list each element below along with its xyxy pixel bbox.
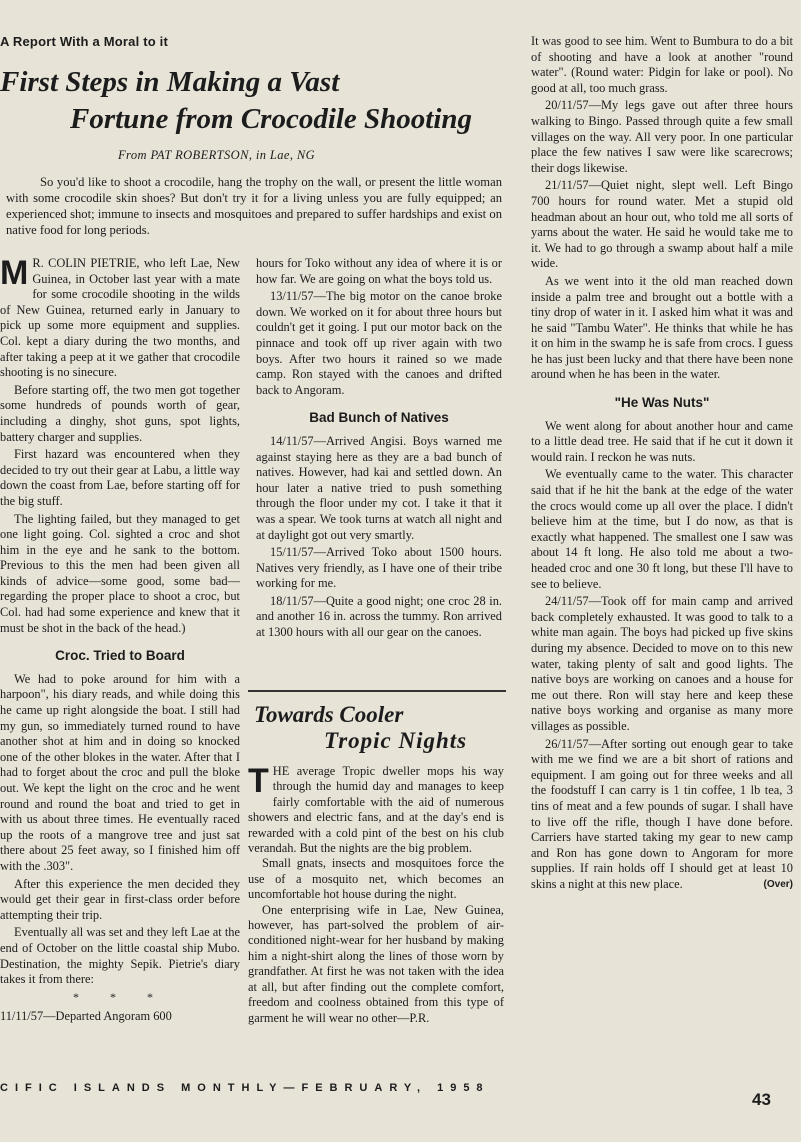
article-title-line2: Fortune from Crocodile Shooting <box>70 103 473 135</box>
drop-cap: T <box>248 764 269 800</box>
continued-marker: (Over) <box>763 878 793 890</box>
body-paragraph: First hazard was encountered when they decided to try out their gear at Labu, a little way down the coast from Lae, before starting off for the big stuff. <box>0 447 240 508</box>
body-paragraph: 21/11/57—Quiet night, slept well. Left Bingo 700 hours for round water. Met a stupid old headman about an hour out, who told me all sorts of yarns about the water. He said he would take me to it. We had to go through a swamp about half a mile wide. <box>531 178 793 271</box>
sidebar-title-line2: Tropic Nights <box>324 728 468 753</box>
body-paragraph: Small gnats, insects and mosquitoes force the use of a mosquito net, which becomes an uncomfortable hot house during the night. <box>248 856 504 902</box>
section-subhead: Croc. Tried to Board <box>55 648 185 664</box>
body-paragraph: We went along for about another hour and came to a little dead tree. He said that if he cut it down it would rain. I reckon he was nuts. <box>531 418 793 464</box>
body-paragraph: 11/11/57—Departed Angoram 600 <box>0 1009 172 1024</box>
column-middle <box>256 256 502 686</box>
column-left <box>0 256 240 1076</box>
body-text: 26/11/57—After sorting out enough gear to take with me we find we are a bit short of rations and equipment. I am going out for three weeks and all the foodstuff I can carry is 1 tin coffee, 1 lb tea, 3 tins of meat and a few pounds of sugar. I shall have to live off the rifle, though I have done before. Carriers have started taking my gear to new camp and Ron has gone down to Angoram for more supplies. If rain holds off I should get at least 10 skins a night at this new place. <box>531 736 793 891</box>
body-paragraph: One enterprising wife in Lae, New Guinea, however, has part-solved the problem of air-conditioned night-wear for her husband by making him a night-shirt along the lines of those worn by grandfather. At first he was not taken with the idea at all, but after finding out the complete comfort, freedom and coolness obtained from this type of garment he will wear no other—P.R. <box>248 902 504 1025</box>
drop-cap: M <box>0 256 29 292</box>
body-paragraph: 15/11/57—Arrived Toko about 1500 hours. Natives very friendly, as I have one of their tribe working for me. <box>256 545 502 591</box>
body-text: R. COLIN PIETRIE, who left Lae, New Guinea, in October last year with a mate for some crocodile shooting in the wilds of New Guinea, returned early in January to pick up some more equipment and supplies. Col. kept a diary during the two months, and after taking a peep at it we gather that crocodile shooting is no sinecure. <box>0 256 240 380</box>
body-text: HE average Tropic dweller mops his way through the humid day and manages to keep fairly comfortable with the aid of numerous showers and electric fans, and at the day's end is rewarded with a cold pint of the best on his club verandah. But the nights are the big problem. <box>248 764 504 856</box>
article-title-line1: First Steps in Making a Vast <box>0 66 340 98</box>
body-paragraph: After this experience the men decided they would get their gear in first-class order before attempting their trip. <box>0 876 240 922</box>
body-paragraph: The lighting failed, but they managed to get one light going. Col. sighted a croc and shot him in the eye and he sank to the bottom. Previous to this the men had been given all kinds of advice—some good, some bad—regarding the proper place to shoot a croc, but Col. had had some experience and knew that it must be shot in the back of the head.) <box>0 511 240 635</box>
body-paragraph <box>248 764 504 856</box>
article-byline: From PAT ROBERTSON, in Lae, NG <box>118 148 316 162</box>
column-right <box>531 34 793 1080</box>
sidebar-body <box>248 764 504 1076</box>
running-footer: CIFIC ISLANDS MONTHLY—FEBRUARY, 1958 <box>0 1082 490 1094</box>
body-paragraph: We had to poke around for him with a harpoon", his diary reads, and while doing this he came up right alongside the boat. I still had my gun, so immediately turned round to have another shot at him and in doing so knocked one of the other blokes in the water. After that I had to forget about the croc and pull the bloke out. We kept the light on the croc and he went round and round the boat and tried to get in with us about three times. He eventually raced up the roots of a mangrove tree and just sat there about 25 feet away, so I finished him off with the .303". <box>0 671 240 873</box>
body-paragraph: 18/11/57—Quite a good night; one croc 28 in. and another 16 in. across the tummy. Ron arrived at 1300 hours with all our gear on the canoes. <box>256 593 502 640</box>
body-paragraph <box>531 737 793 893</box>
body-paragraph: It was good to see him. Went to Bumbura to do a bit of shooting and have a look at another "round water". (Round water: Pidgin for lake or pool). No good at all, too much grass. <box>531 34 793 95</box>
body-paragraph: hours for Toko without any idea of where it is or how far. We are going on what the boys told us. <box>256 256 502 286</box>
intro-paragraph: So you'd like to shoot a crocodile, hang the trophy on the wall, or present the little woman with some crocodile skin shoes? But don't try it for a living unless you are fully equipped; an experienced shot; immune to insects and mosquitoes and prepared to suffer hardships and exist on native food for long periods. <box>6 175 502 237</box>
section-divider: * * * <box>73 989 167 1004</box>
body-paragraph: 13/11/57—The big motor on the canoe broke down. We worked on it for about three hours but couldn't get it going. I put our motor back on the pinnace and took off up river again with two boys. After two hours it rained so we made camp. Ron stayed with the canoes and drifted back to Angoram. <box>256 289 502 397</box>
body-paragraph: We eventually came to the water. This character said that if he hit the bank at the edge of the water the crocs would come up all over the place. I didn't believe him at the time, but I do now, as that is exactly what happened. The smallest one I saw was about 14 ft long. He also told me about a two-headed croc and one 30 ft long, but these I'll have to see to believe. <box>531 467 793 591</box>
sidebar-article <box>248 690 506 1076</box>
page-number: 43 <box>752 1090 771 1109</box>
article-intro <box>6 174 502 238</box>
article-kicker: A Report With a Moral to it <box>0 34 169 49</box>
body-paragraph: 14/11/57—Arrived Angisi. Boys warned me against staying here as they are a bad bunch of natives. However, had kai and settled down. An hour later a native tried to push something through the floor under my cot. I take it that it was a spear. We took turns at watch all night and at daylight got out very smartly. <box>256 433 502 542</box>
body-paragraph: Before starting off, the two men got together some hundreds of pounds worth of gear, including a dinghy, shot guns, spot lights, battery charger and supplies. <box>0 382 240 444</box>
body-paragraph: 24/11/57—Took off for main camp and arrived back completely exhausted. It was good to talk to a white man again. The boys had picked up five skins during my absence. Decided to move on to this new water, taking plenty of salt and good lights. The native boys are working on canoes and a house for me out there. Ron will stay here and keep these native boys working and organise as many more villages as possible. <box>531 594 793 733</box>
body-paragraph: As we went into it the old man reached down inside a palm tree and brought out a bottle with a tiny drop of water in it. I asked him what it was and he said "Tambu Water". He thinks that while he has it on him in the swamp he is safe from crocs. I guess he has just been lucky and that there have been none around when he has been in the water. <box>531 273 793 382</box>
section-subhead: "He Was Nuts" <box>614 395 710 411</box>
body-paragraph: Eventually all was set and they left Lae at the end of October on the little coastal ship Mubo. Destination, the mighty Sepik. Pietrie's diary takes it from there: <box>0 925 240 987</box>
section-subhead: Bad Bunch of Natives <box>309 410 449 426</box>
body-paragraph <box>0 256 240 381</box>
sidebar-title-line1: Towards Cooler <box>254 702 404 727</box>
body-paragraph: 20/11/57—My legs gave out after three hours walking to Bingo. Passed through quite a few small villages on the way. All very poor. In one particular place the few natives I saw were like scarecrows; their dogs likewise. <box>531 98 793 175</box>
